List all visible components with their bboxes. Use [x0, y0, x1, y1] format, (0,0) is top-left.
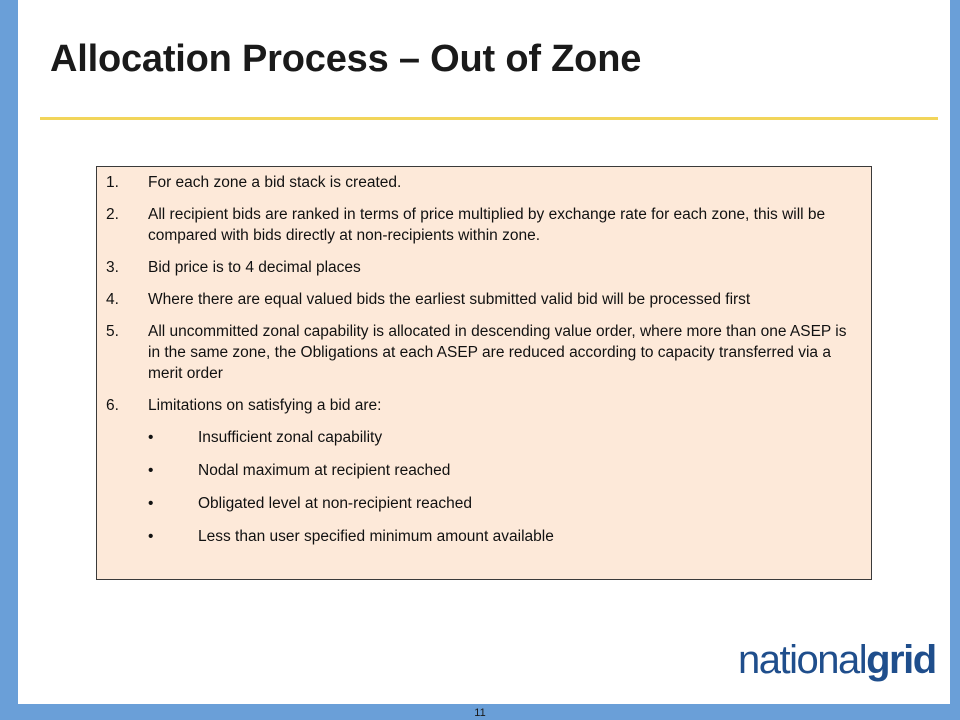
list-item-number: 4.	[106, 291, 119, 308]
bullet-icon: •	[148, 495, 154, 512]
right-frame-bar	[950, 0, 960, 720]
logo-text-grid: grid	[866, 638, 936, 682]
list-item-number: 6.	[106, 397, 119, 414]
list-item-text: Bid price is to 4 decimal places	[148, 259, 361, 276]
logo-text-national: national	[738, 638, 867, 682]
bullet-text: Nodal maximum at recipient reached	[198, 462, 451, 479]
list-item	[102, 321, 851, 384]
page-number: 11	[474, 707, 486, 719]
left-frame-bar	[0, 0, 18, 720]
bullet-item	[102, 427, 851, 448]
list-item	[102, 172, 851, 193]
content-box	[96, 166, 872, 580]
list-item-number: 5.	[106, 323, 119, 340]
numbered-list	[102, 172, 851, 547]
title-underline	[40, 117, 938, 120]
list-item-number: 3.	[106, 259, 119, 276]
list-item-text: All uncommitted zonal capability is allocated in descending value order, where more than one ASEP is in the same zone, the Obligations at each ASEP are reduced according to capacity transferred via a merit order	[148, 323, 847, 382]
bullet-text: Obligated level at non-recipient reached	[198, 495, 473, 512]
bullet-icon: •	[148, 528, 154, 545]
national-grid-logo	[738, 636, 936, 684]
list-item-text: All recipient bids are ranked in terms of price multiplied by exchange rate for each zone, this will be compared with bids directly at non-recipients within zone.	[148, 206, 826, 244]
list-item-text: Where there are equal valued bids the earliest submitted valid bid will be processed first	[148, 291, 751, 308]
bullet-item	[102, 460, 851, 481]
list-item	[102, 257, 851, 278]
list-item-text: For each zone a bid stack is created.	[148, 174, 402, 191]
list-item	[102, 289, 851, 310]
bullet-icon: •	[148, 462, 154, 479]
list-item	[102, 395, 851, 416]
list-item-text: Limitations on satisfying a bid are:	[148, 397, 382, 414]
bullet-item	[102, 493, 851, 514]
list-item-number: 1.	[106, 174, 119, 191]
bullet-item	[102, 526, 851, 547]
bullet-text: Insufficient zonal capability	[198, 429, 383, 446]
list-item-number: 2.	[106, 206, 119, 223]
bullet-icon: •	[148, 429, 154, 446]
bullet-text: Less than user specified minimum amount available	[198, 528, 554, 545]
slide-title: Allocation Process – Out of Zone	[50, 38, 642, 80]
list-item	[102, 204, 851, 246]
